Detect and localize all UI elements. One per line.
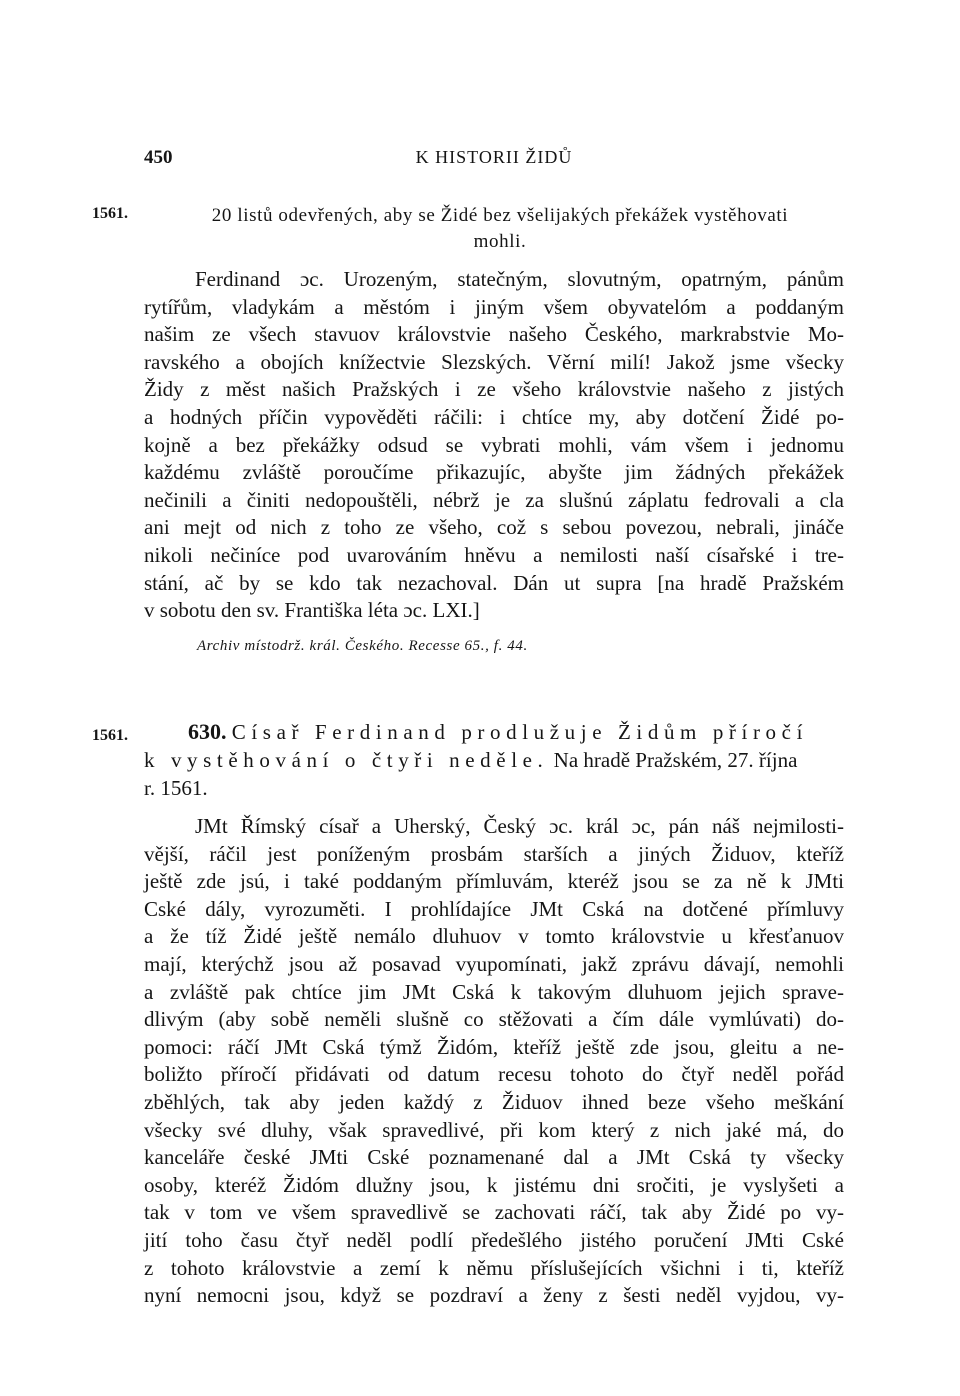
- text-line: pomoci: ráčí JMt Cská týmž Židóm, kteříž ještě zde jsou, gleitu a ne-: [144, 1034, 844, 1059]
- text-line: ravského a obojích knížectvie Slezských. Věrní milí! Jakož jsme všecky: [144, 349, 844, 374]
- text-line: z tohoto královstvie a zemí k němu příslušejících všichni i ti, kteříž: [144, 1255, 844, 1280]
- text-line: našim ze všech stavuov královstvie našeho Českého, markrabstvie Mo-: [144, 322, 844, 347]
- text-line: Cské dály, vyrozuměti. I prohlídajíce JMt Cská na dotčené přímluvy: [144, 896, 844, 921]
- doc2-year: 1561.: [92, 727, 128, 744]
- text-line: dlivým (aby sobě neměli slušně co stěžovati a čím dále vymlúvati) do-: [144, 1007, 844, 1032]
- page-number: 450: [144, 147, 173, 168]
- text-line: Ferdinand ɔc. Urozeným, statečným, slovutným, opatrným, pánům: [195, 267, 844, 291]
- text-line: kanceláře české JMti Cské poznamenané dal a JMt Cská ty všecky: [144, 1145, 844, 1170]
- text-line: nyní nemocni jsou, když se pozdraví a ženy z šesti neděl vyjdou, vy-: [144, 1283, 844, 1308]
- doc2-title-year: r. 1561.: [144, 776, 208, 800]
- text-line: a zvláště pak chtíce jim JMt Cská k takovým dluhuom jejich spravе-: [144, 979, 844, 1004]
- text-line: v sobotu den sv. Františka léta ɔc. LXI.]: [144, 598, 480, 623]
- doc1-year: 1561.: [92, 205, 128, 222]
- text-line: vější, ráčil jest poníženým prosbám starších a jiných Židuov, kteříž: [144, 841, 844, 866]
- running-title: K HISTORII ŽIDŮ: [415, 147, 573, 167]
- doc2-body: [144, 813, 844, 1310]
- text-line: ani mejt od nich z toho ze všeho, což s sebou povezou, nebrali, jináče: [144, 515, 844, 540]
- text-line: JMt Římský císař a Uherský, Český ɔc. král ɔc, pán náš nejmilosti-: [195, 814, 844, 838]
- text-line: Židy z měst našich Pražských i ze všeho královstvie našeho z jistých: [144, 377, 844, 402]
- doc1-body: [144, 266, 844, 625]
- text-line: jití toho času čtyř neděl podlí předešlého jistého poručení JMti Cské: [144, 1227, 844, 1252]
- text-line: a hodných příčin vypověděti ráčili: i chtíce my, aby dotčení Židé po-: [144, 404, 844, 429]
- text-line: nikoli nečiníce pod uvarováním hněvu a nemilosti naší císařské i tre-: [144, 542, 844, 567]
- text-line: boližto příročí přidávati od datum recesu tohoto do čtyř neděl pořád: [144, 1062, 844, 1087]
- text-line: zběhlých, tak aby jeden každý z Židuov ihned beze všeho meškání: [144, 1089, 844, 1114]
- text-line: stání, ač by se kdo tak nezachoval. Dán ut supra [na hradě Pražském: [144, 570, 844, 595]
- text-line: osoby, kteréž Židóm dlužny jsou, k jistému dni sročiti, je vyslyšeti a: [144, 1172, 844, 1197]
- document-number: 630.: [188, 719, 227, 744]
- doc2-title-spaced: Císař Ferdinand prodlužuje Židům příročí: [231, 720, 809, 744]
- doc2-title-spaced: k vystěhování o čtyři neděle.: [144, 748, 549, 772]
- text-line: rytířům, vladykám a městóm i jiným všem obyvatelóm a poddaným: [144, 294, 844, 319]
- text-line: kojně a bez překážky odsud se vybrati mohli, vám všem i jednomu: [144, 432, 844, 457]
- doc2-title-place-date: Na hradě Pražském, 27. října: [553, 748, 798, 772]
- archival-source: Archiv místodrž. král. Českého. Recesse 65., f. 44.: [197, 638, 528, 654]
- text-line: a že tíž Židé ještě nemálo dluhuov v tomto královstvie u křesťanuov: [144, 924, 844, 949]
- text-line: všecky své dluhy, však spravedlivé, při kom který z nich jaké má, do: [144, 1117, 844, 1142]
- text-line: ještě zde jsú, i také poddaným přímluvám, kteréž jsou se za ně k JMti: [144, 869, 844, 894]
- doc2-title: [144, 718, 844, 802]
- text-line: každému zvláště poroučíme přikazujíc, abyšte jim žádných překážek: [144, 460, 844, 485]
- text-line: tak v tom ve všem spravedlivě se zachovati ráčí, tak aby Židé po vy-: [144, 1200, 844, 1225]
- doc1-title: 20 listů odevřených, aby se Židé bez všelijakých překážek vystěhovati mohli.: [211, 205, 789, 252]
- text-line: nečinili a činiti nedopouštěli, nébrž je za slušnú záplatu fedrovali a cla: [144, 487, 844, 512]
- text-line: mají, kterýchž jsou až posavad vyupomínati, jakž zprávu dávají, nemohli: [144, 951, 844, 976]
